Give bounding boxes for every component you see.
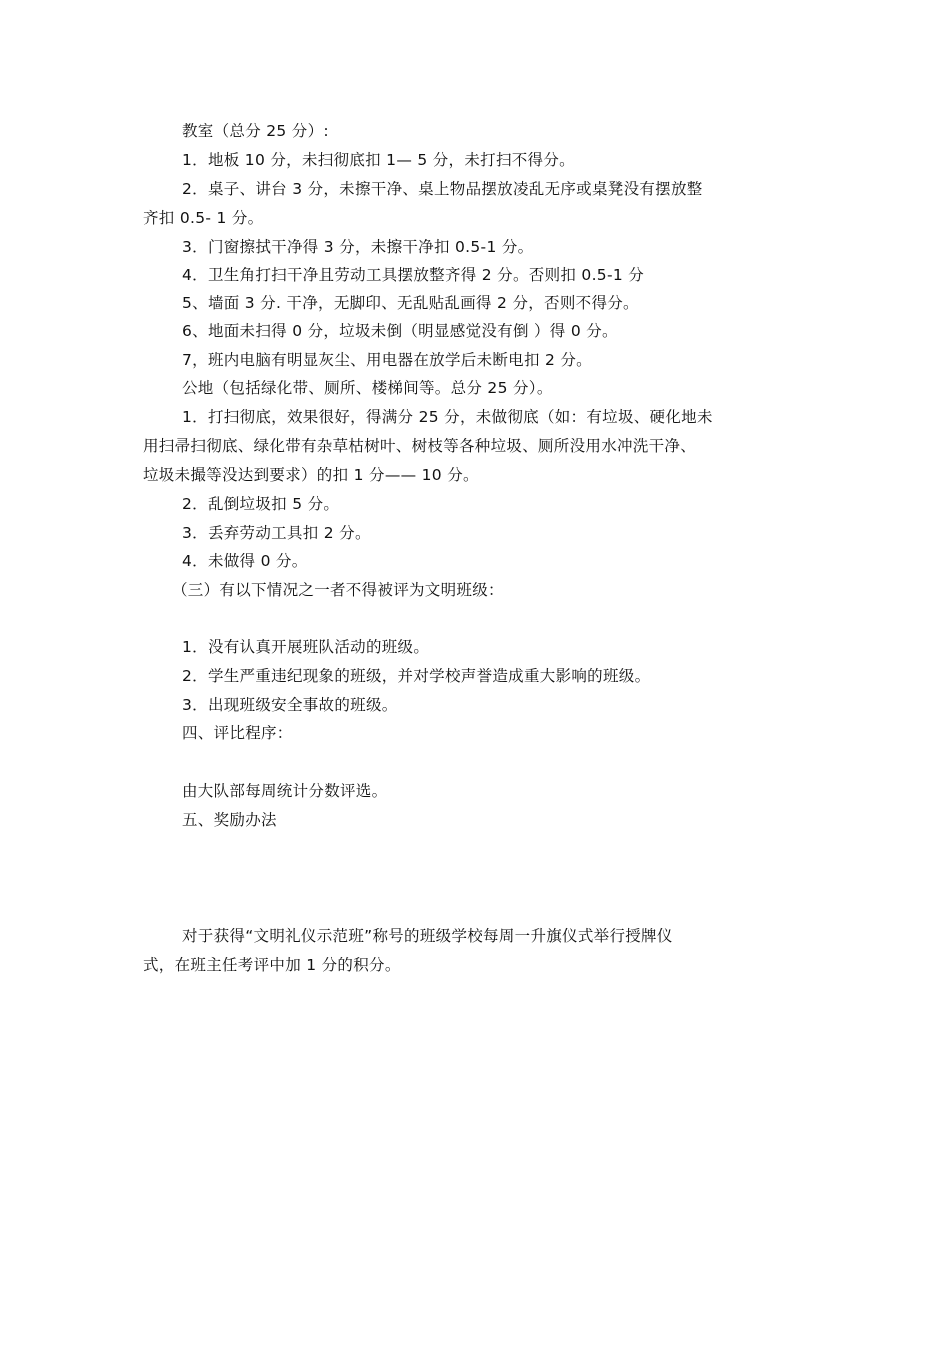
- item-windows: 3．门窗擦拭干净得 3 分，未擦干净扣 0.5-1 分。: [182, 238, 534, 256]
- rewards-text: 对于获得“文明礼仪示范班”称号的班级学校每周一升旗仪式举行授牌仪: [182, 927, 673, 945]
- item-computer: 7，班内电脑有明显灰尘、用电器在放学后未断电扣 2 分。: [182, 351, 592, 369]
- item-no-activities: 1．没有认真开展班队活动的班级。: [182, 638, 430, 656]
- item-not-done: 4．未做得 0 分。: [182, 552, 308, 570]
- item-floor: 1．地板 10 分，未扫彻底扣 1— 5 分，未打扫不得分。: [182, 151, 575, 169]
- item-discipline: 2．学生严重违纪现象的班级，并对学校声誉造成重大影响的班级。: [182, 667, 651, 685]
- item-hygiene-corner: 4．卫生角打扫干净且劳动工具摆放整齐得 2 分。否则扣 0.5-1 分: [182, 266, 645, 284]
- heading-rewards: 五、奖励办法: [182, 811, 277, 829]
- heading-disqualify: （三）有以下情况之一者不得被评为文明班级：: [172, 581, 504, 599]
- heading-procedure: 四、评比程序：: [182, 724, 293, 742]
- heading-classroom: 教室（总分 25 分）:: [182, 122, 329, 140]
- item-public-clean-cont-1: 用扫帚扫彻底、绿化带有杂草枯树叶、树枝等各种垃圾、厕所没用水冲洗干净、: [143, 437, 697, 455]
- item-desks-cont: 齐扣 0.5- 1 分。: [143, 209, 264, 227]
- procedure-text: 由大队部每周统计分数评选。: [182, 782, 388, 800]
- item-wall: 5、墙面 3 分. 干净，无脚印、无乱贴乱画得 2 分，否则不得分。: [182, 294, 639, 312]
- item-ground: 6、地面未扫得 0 分，垃圾未倒（明显感觉没有倒 ）得 0 分。: [182, 322, 618, 340]
- item-dump-garbage: 2．乱倒垃圾扣 5 分。: [182, 495, 340, 513]
- item-safety: 3．出现班级安全事故的班级。: [182, 696, 398, 714]
- item-desks: 2．桌子、讲台 3 分，未擦干净、桌上物品摆放凌乱无序或桌凳没有摆放整: [182, 180, 703, 198]
- item-public-clean: 1．打扫彻底，效果很好，得满分 25 分，未做彻底（如：有垃圾、硬化地未: [182, 408, 713, 426]
- item-discard-tools: 3．丢弃劳动工具扣 2 分。: [182, 524, 371, 542]
- item-public-clean-cont-2: 垃圾未撮等没达到要求）的扣 1 分—— 10 分。: [143, 466, 479, 484]
- heading-public-area: 公地（包括绿化带、厕所、楼梯间等。总分 25 分）。: [182, 379, 553, 397]
- rewards-text-cont: 式，在班主任考评中加 1 分的积分。: [143, 956, 401, 974]
